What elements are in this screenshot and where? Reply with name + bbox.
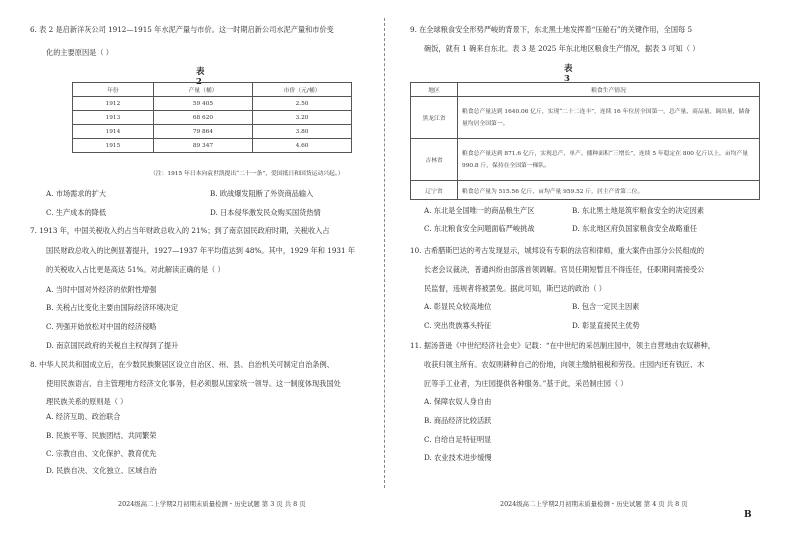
q10-line2: 长老会议裁决，普通纠纷由部落首领调解。官员任期短暂且不得连任，任职期间需接受公 xyxy=(424,265,705,274)
table3-header-grain: 粮食生产情况 xyxy=(458,83,760,97)
q7-option-d: D. 南京国民政府的关税自主权得到了提升 xyxy=(46,341,179,350)
q8-option-d: D. 民族自决、文化独立、区域自治 xyxy=(46,466,157,475)
q9-option-d: D. 东北地区府负国家粮食安全战略重任 xyxy=(572,224,698,233)
table2-header-year: 年份 xyxy=(73,83,154,97)
q8-line2: 使用民族语言、自主管理地方经济文化事务，但必须服从国家统一领导。这一制度体现我国处 xyxy=(46,379,341,388)
table3-caption: 表 3 xyxy=(564,64,573,84)
table-cell: 1912 xyxy=(73,97,154,111)
table-row xyxy=(73,111,352,125)
table-row xyxy=(411,97,760,139)
table-cell: 79 864 xyxy=(153,125,252,139)
table-row xyxy=(411,181,760,200)
table-cell: 吉林省 xyxy=(411,139,458,181)
q6-stem-line2: 化的主要原因是（ ） xyxy=(46,48,113,57)
table-row xyxy=(73,125,352,139)
table-cell: 1915 xyxy=(73,139,154,153)
q6-option-c: C. 生产成本的降低 xyxy=(46,208,107,217)
table-cell: 4.60 xyxy=(253,139,352,153)
q8-option-b: B. 民族平等、民族团结、共同繁荣 xyxy=(46,431,157,440)
table-cell: 2.50 xyxy=(253,97,352,111)
left-page-footer: 2024级高二上学期2月初期末质量检测・历史试题 第 3 页 共 8 页 xyxy=(118,500,306,508)
q11-option-c: C. 自给自足特征明显 xyxy=(424,435,492,444)
table2-note: （注：1915 年日本向袁世凯提出“二十一条”，爱国抵日和国货运动兴起。） xyxy=(150,171,344,177)
page-divider xyxy=(384,18,385,488)
q10-option-c: C. 突出贵族寡头特征 xyxy=(424,321,492,330)
table-cell: 1913 xyxy=(73,111,154,125)
q8-option-c: C. 宗教自由、文化保护、教育优先 xyxy=(46,449,157,458)
q7-line2: 国民财政总收入的比例显著提升，1927—1937 年平均值达到 48%。其中，1929 年和 1931 年 xyxy=(46,246,356,255)
q10-option-a: A. 彰显民众较高地位 xyxy=(424,302,492,311)
table-row xyxy=(73,97,352,111)
table-cell: 68 620 xyxy=(153,111,252,125)
q6-stem-line1: 6. 表 2 是启新洋灰公司 1912—1915 年水泥产量与市价。这一时期启新公司水泥产量和市价变 xyxy=(30,25,334,34)
q6-option-a: A. 市场需求的扩大 xyxy=(46,189,107,198)
table-cell: 粮食总产量为 515.56 亿斤，亩均产量 959.52 斤，居主产省第二位。 xyxy=(458,181,760,200)
q10-line1: 10. 古希腊斯巴达的考古发现显示，城邦设有专职的法官和律师，重大案件由部分公民组成的 xyxy=(410,246,705,255)
table-cell: 3.20 xyxy=(253,111,352,125)
q8-option-a: A. 经济互助、政治联合 xyxy=(46,412,121,421)
table2 xyxy=(72,82,352,153)
table-row xyxy=(411,139,760,181)
table-cell: 黑龙江省 xyxy=(411,97,458,139)
q6-option-b: B. 欧战爆发阻断了外资商品输入 xyxy=(210,189,314,198)
q11-line3: 匠等手工业者，为庄园提供各种服务。”基于此，采邑制庄园（ ） xyxy=(424,379,628,388)
q10-line3: 民监督，违规者将被罢免。据此可知，斯巴达的政治（ ） xyxy=(424,284,606,293)
table-cell: 辽宁省 xyxy=(411,181,458,200)
table2-header-price: 市价（元/桶） xyxy=(253,83,352,97)
q8-line3: 理民族关系的原则是（ ） xyxy=(46,397,128,406)
table-cell: 粮食总产量达到 1640.06 亿斤，实现“二十二连丰”，连续 16 年位居全国第一，总产量、商品量、调出量，储备量均居全国第一。 xyxy=(458,97,760,139)
q6-option-d: D. 日本侵华激发民众购买国货热情 xyxy=(210,208,321,217)
right-page-footer: 2024级高二上学期2月初期末质量检测・历史试题 第 4 页 共 8 页 xyxy=(500,500,688,508)
table2-caption: 表 2 xyxy=(196,67,205,87)
table-row xyxy=(73,139,352,153)
q9-option-b: B. 东北黑土地是筑牢粮食安全的决定因素 xyxy=(572,206,705,215)
q11-option-a: A. 保障农奴人身自由 xyxy=(424,397,492,406)
q9-line2: 碗饭，就有 1 碗来自东北。表 3 是 2025 年东北地区粮食生产情况，据表 3 可知（ ） xyxy=(424,44,700,53)
q11-line2: 收获归领主所有。农奴则耕种自己的份地，向领主缴纳租税和劳役。庄园内还有铁匠、木 xyxy=(424,360,705,369)
q10-option-d: D. 彰显直接民主优势 xyxy=(572,321,640,330)
table2-header-output: 产量（桶） xyxy=(153,83,252,97)
q10-option-b: B. 包含一定民主因素 xyxy=(572,302,640,311)
q11-line1: 11. 据汤普逊《中世纪经济社会史》记载：“在中世纪的采邑制庄园中，领主自营地由农奴耕种， xyxy=(410,341,715,350)
q7-line1: 7. 1913 年，中国关税收入约占当年财政总收入的 21%；到了南京国民政府时期，关税收入占 xyxy=(30,226,330,235)
q7-option-a: A. 当时中国对外经济的依附性增强 xyxy=(46,285,157,294)
q7-option-c: C. 列强开始放松对中国的经济侵略 xyxy=(46,322,157,331)
q9-line1: 9. 在全球粮食安全形势严峻的背景下，东北黑土地发挥着“压舱石”的关键作用，全国每 5 xyxy=(410,25,693,34)
q11-option-d: D. 农业技术进步缓慢 xyxy=(424,453,492,462)
q8-line1: 8. 中华人民共和国成立后，在少数民族聚居区设立自治区、州、县、自治机关可制定自治条例、 xyxy=(30,360,334,369)
q9-option-c: C. 东北粮食安全问题面临严峻挑战 xyxy=(424,224,535,233)
table3 xyxy=(410,82,760,200)
table-cell: 3.80 xyxy=(253,125,352,139)
table-cell: 1914 xyxy=(73,125,154,139)
table-cell: 粮食总产量达到 871.6 亿斤，实现总产、单产、播种面积“三增长”，连续 5 年稳定在 800 亿斤以上，亩均产量 990.8 斤，保持在全国第一梯队。 xyxy=(458,139,760,181)
corner-mark: B xyxy=(744,510,752,520)
table-cell: 89 347 xyxy=(153,139,252,153)
q11-option-b: B. 商品经济比较活跃 xyxy=(424,416,492,425)
q7-line3: 的关税收入占比更是高达 51%。对此解读正确的是（ ） xyxy=(46,265,225,274)
table-cell: 59 405 xyxy=(153,97,252,111)
q9-option-a: A. 东北是全国唯一的商品粮生产区 xyxy=(424,206,535,215)
q7-option-b: B. 关税占比变化主要由国际经济环境决定 xyxy=(46,303,179,312)
table3-header-region: 地区 xyxy=(411,83,458,97)
